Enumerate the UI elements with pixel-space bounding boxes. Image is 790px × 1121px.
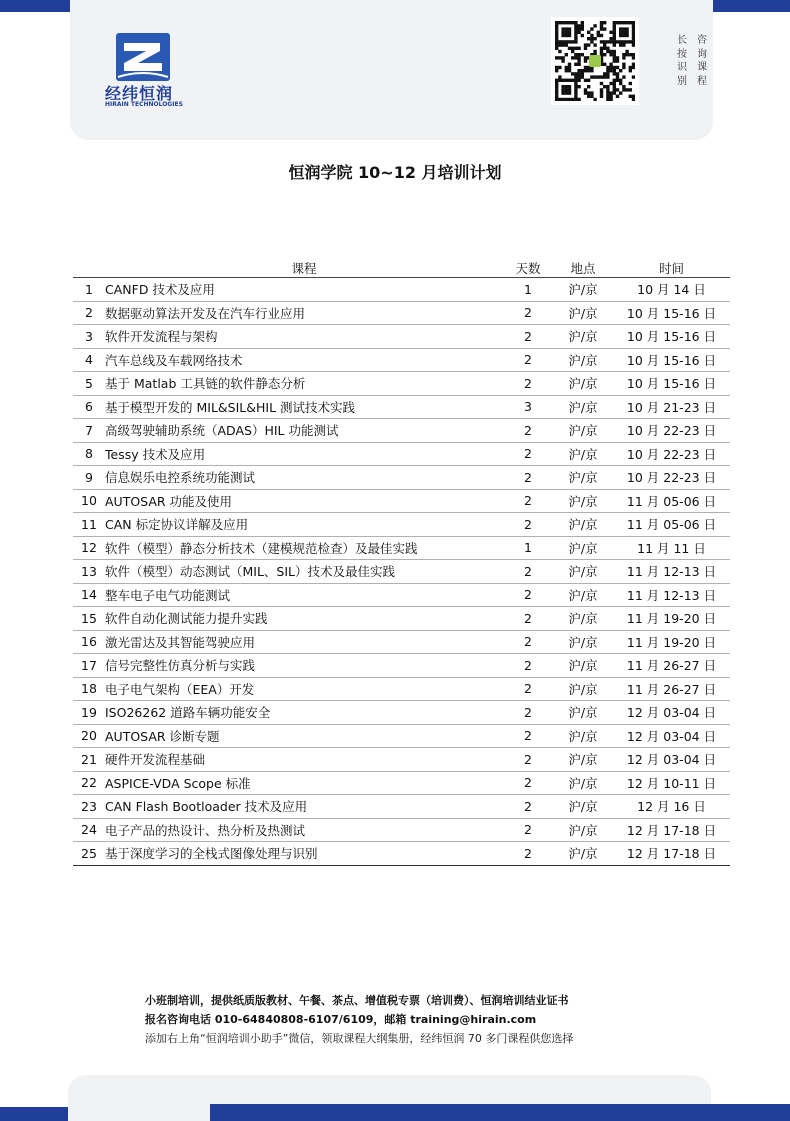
course-time: 10 月 15-16 日 [613, 372, 730, 396]
logo-text-cn: 经纬恒润 [105, 84, 174, 103]
course-location: 沪/京 [553, 536, 613, 560]
course-name: 软件（模型）静态分析技术（建模规范检查）及最佳实践 [105, 536, 503, 560]
course-time: 10 月 21-23 日 [613, 395, 730, 419]
table-row [73, 818, 730, 842]
course-location: 沪/京 [553, 748, 613, 772]
table-row [73, 701, 730, 725]
table-row [73, 748, 730, 772]
table-row [73, 395, 730, 419]
course-days: 2 [503, 842, 553, 866]
header-no [73, 259, 105, 278]
course-time: 10 月 15-16 日 [613, 325, 730, 349]
bottom-accent-bar-right [210, 1104, 790, 1121]
course-time: 12 月 03-04 日 [613, 701, 730, 725]
course-name: AUTOSAR 功能及使用 [105, 489, 503, 513]
course-name: ISO26262 道路车辆功能安全 [105, 701, 503, 725]
course-location: 沪/京 [553, 372, 613, 396]
course-location: 沪/京 [553, 278, 613, 302]
course-time: 10 月 22-23 日 [613, 419, 730, 443]
row-number: 16 [73, 630, 105, 654]
row-number: 5 [73, 372, 105, 396]
course-days: 2 [503, 701, 553, 725]
course-location: 沪/京 [553, 724, 613, 748]
course-days: 2 [503, 724, 553, 748]
course-name: 整车电子电气功能测试 [105, 583, 503, 607]
course-name: 基于深度学习的全栈式图像处理与识别 [105, 842, 503, 866]
header-location: 地点 [553, 259, 613, 278]
table-row [73, 513, 730, 537]
course-name: 激光雷达及其智能驾驶应用 [105, 630, 503, 654]
course-time: 11 月 12-13 日 [613, 583, 730, 607]
course-location: 沪/京 [553, 771, 613, 795]
course-days: 2 [503, 513, 553, 537]
course-name: 基于 Matlab 工具链的软件静态分析 [105, 372, 503, 396]
course-location: 沪/京 [553, 325, 613, 349]
course-time: 12 月 16 日 [613, 795, 730, 819]
header-time: 时间 [613, 259, 730, 278]
course-time: 12 月 03-04 日 [613, 748, 730, 772]
course-days: 2 [503, 325, 553, 349]
course-name: ASPICE-VDA Scope 标准 [105, 771, 503, 795]
course-days: 2 [503, 442, 553, 466]
course-location: 沪/京 [553, 607, 613, 631]
table-row [73, 724, 730, 748]
course-time: 10 月 22-23 日 [613, 466, 730, 490]
course-location: 沪/京 [553, 395, 613, 419]
course-time: 11 月 26-27 日 [613, 654, 730, 678]
course-days: 2 [503, 583, 553, 607]
table-header-row [73, 259, 730, 278]
header-course: 课程 [105, 259, 503, 278]
course-days: 2 [503, 489, 553, 513]
row-number: 13 [73, 560, 105, 584]
table-row [73, 278, 730, 302]
course-days: 2 [503, 677, 553, 701]
course-name: 数据驱动算法开发及在汽车行业应用 [105, 301, 503, 325]
course-time: 10 月 22-23 日 [613, 442, 730, 466]
row-number: 23 [73, 795, 105, 819]
page-title: 恒润学院 10~12 月培训计划 [288, 163, 502, 182]
row-number: 1 [73, 278, 105, 302]
course-location: 沪/京 [553, 818, 613, 842]
row-number: 12 [73, 536, 105, 560]
table-row [73, 301, 730, 325]
course-days: 2 [503, 607, 553, 631]
course-time: 11 月 05-06 日 [613, 513, 730, 537]
course-days: 2 [503, 630, 553, 654]
course-time: 12 月 17-18 日 [613, 842, 730, 866]
table-row [73, 560, 730, 584]
course-name: 软件自动化测试能力提升实践 [105, 607, 503, 631]
course-name: CAN 标定协议详解及应用 [105, 513, 503, 537]
logo-text-en: HIRAIN TECHNOLOGIES [105, 101, 183, 108]
course-location: 沪/京 [553, 630, 613, 654]
course-time: 11 月 11 日 [613, 536, 730, 560]
table-row [73, 489, 730, 513]
training-schedule-table [73, 259, 730, 866]
logo-mark-icon [116, 33, 170, 81]
course-days: 2 [503, 818, 553, 842]
course-time: 12 月 17-18 日 [613, 818, 730, 842]
course-time: 11 月 26-27 日 [613, 677, 730, 701]
course-name: 信号完整性仿真分析与实践 [105, 654, 503, 678]
table-row [73, 442, 730, 466]
course-name: 信息娱乐电控系统功能测试 [105, 466, 503, 490]
qr-caption [676, 34, 718, 94]
header-days: 天数 [503, 259, 553, 278]
row-number: 4 [73, 348, 105, 372]
course-time: 10 月 14 日 [613, 278, 730, 302]
course-days: 2 [503, 301, 553, 325]
footer-line-contact: 报名咨询电话 010-64840808-6107/6109，邮箱 training@hirain.com [145, 1013, 537, 1026]
row-number: 18 [73, 677, 105, 701]
course-location: 沪/京 [553, 466, 613, 490]
company-logo [105, 33, 195, 113]
course-time: 12 月 03-04 日 [613, 724, 730, 748]
bottom-accent-bar-left [0, 1107, 68, 1121]
course-location: 沪/京 [553, 442, 613, 466]
row-number: 10 [73, 489, 105, 513]
course-location: 沪/京 [553, 301, 613, 325]
course-days: 2 [503, 771, 553, 795]
row-number: 19 [73, 701, 105, 725]
course-days: 2 [503, 348, 553, 372]
course-name: CAN Flash Bootloader 技术及应用 [105, 795, 503, 819]
course-days: 1 [503, 536, 553, 560]
table-row [73, 372, 730, 396]
course-name: 电子电气架构（EEA）开发 [105, 677, 503, 701]
table-row [73, 583, 730, 607]
row-number: 21 [73, 748, 105, 772]
table-row [73, 677, 730, 701]
course-name: AUTOSAR 诊断专题 [105, 724, 503, 748]
course-location: 沪/京 [553, 677, 613, 701]
course-location: 沪/京 [553, 348, 613, 372]
course-days: 2 [503, 560, 553, 584]
qr-caption-col-scan: 长按识别 [677, 35, 687, 87]
course-location: 沪/京 [553, 560, 613, 584]
course-name: 软件（模型）动态测试（MIL、SIL）技术及最佳实践 [105, 560, 503, 584]
course-name: 电子产品的热设计、热分析及热测试 [105, 818, 503, 842]
course-location: 沪/京 [553, 419, 613, 443]
row-number: 15 [73, 607, 105, 631]
table-row [73, 630, 730, 654]
course-location: 沪/京 [553, 489, 613, 513]
course-location: 沪/京 [553, 795, 613, 819]
course-time: 11 月 05-06 日 [613, 489, 730, 513]
course-days: 1 [503, 278, 553, 302]
footer-notes [145, 991, 745, 1048]
course-days: 2 [503, 748, 553, 772]
course-days: 2 [503, 654, 553, 678]
table-row [73, 536, 730, 560]
row-number: 22 [73, 771, 105, 795]
course-location: 沪/京 [553, 842, 613, 866]
course-location: 沪/京 [553, 513, 613, 537]
course-name: 汽车总线及车载网络技术 [105, 348, 503, 372]
wechat-qr-code [549, 15, 641, 107]
table-row [73, 842, 730, 866]
table-row [73, 466, 730, 490]
course-time: 11 月 19-20 日 [613, 607, 730, 631]
row-number: 2 [73, 301, 105, 325]
footer-line-wechat: 添加右上角“恒润培训小助手”微信，领取课程大纲集册，经纬恒润 70 多门课程供您选择 [145, 1032, 574, 1045]
course-time: 12 月 10-11 日 [613, 771, 730, 795]
row-number: 6 [73, 395, 105, 419]
course-location: 沪/京 [553, 583, 613, 607]
row-number: 3 [73, 325, 105, 349]
course-location: 沪/京 [553, 654, 613, 678]
table-row [73, 795, 730, 819]
row-number: 24 [73, 818, 105, 842]
course-name: Tessy 技术及应用 [105, 442, 503, 466]
course-time: 10 月 15-16 日 [613, 301, 730, 325]
table-row [73, 654, 730, 678]
row-number: 14 [73, 583, 105, 607]
row-number: 20 [73, 724, 105, 748]
table-row [73, 771, 730, 795]
course-days: 3 [503, 395, 553, 419]
top-accent-bar-left [0, 0, 70, 12]
row-number: 11 [73, 513, 105, 537]
course-name: 高级驾驶辅助系统（ADAS）HIL 功能测试 [105, 419, 503, 443]
table-row [73, 419, 730, 443]
course-location: 沪/京 [553, 701, 613, 725]
row-number: 8 [73, 442, 105, 466]
course-days: 2 [503, 419, 553, 443]
row-number: 25 [73, 842, 105, 866]
course-time: 11 月 19-20 日 [613, 630, 730, 654]
course-days: 2 [503, 372, 553, 396]
course-days: 2 [503, 466, 553, 490]
course-time: 10 月 15-16 日 [613, 348, 730, 372]
course-days: 2 [503, 795, 553, 819]
row-number: 9 [73, 466, 105, 490]
table-row [73, 607, 730, 631]
course-name: 基于模型开发的 MIL&SIL&HIL 测试技术实践 [105, 395, 503, 419]
course-name: 硬件开发流程基础 [105, 748, 503, 772]
table-row [73, 348, 730, 372]
course-time: 11 月 12-13 日 [613, 560, 730, 584]
footer-line-benefits: 小班制培训，提供纸质版教材、午餐、茶点、增值税专票（培训费）、恒润培训结业证书 [145, 994, 569, 1007]
row-number: 7 [73, 419, 105, 443]
course-name: CANFD 技术及应用 [105, 278, 503, 302]
course-name: 软件开发流程与架构 [105, 325, 503, 349]
qr-caption-col-consult: 咨询课程 [697, 35, 707, 87]
table-row [73, 325, 730, 349]
row-number: 17 [73, 654, 105, 678]
